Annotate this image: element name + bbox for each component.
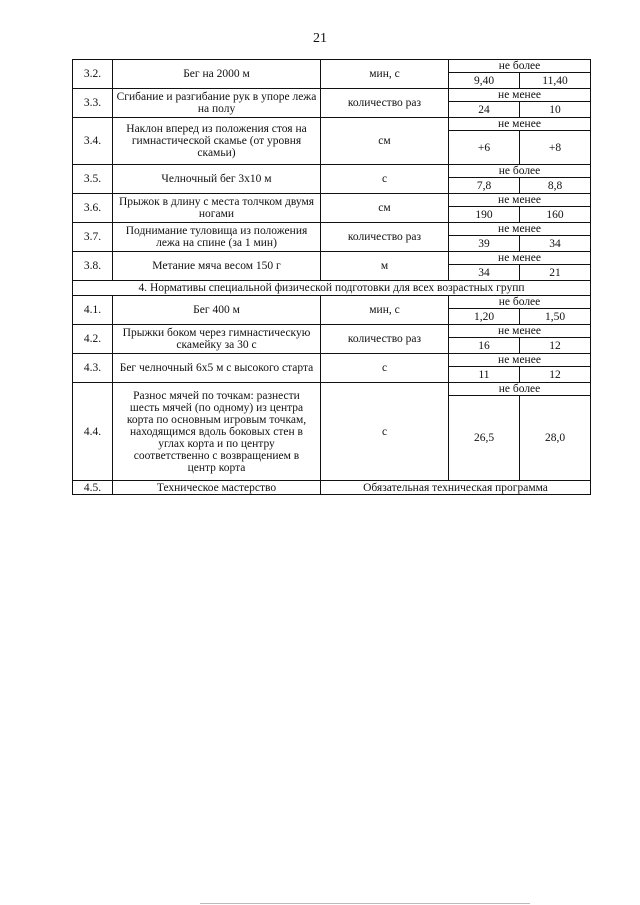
value-2: 12	[520, 338, 591, 354]
value-2: +8	[520, 131, 591, 165]
value-2: 28,0	[520, 396, 591, 481]
exercise-name: Наклон вперед из положения стоя на гимнастической скамье (от уровня скамьи)	[113, 118, 321, 165]
value-2: 1,50	[520, 309, 591, 325]
row-number: 4.5.	[73, 481, 113, 495]
condition: не более	[449, 60, 591, 73]
exercise-name: Бег 400 м	[113, 296, 321, 325]
row-number: 3.7.	[73, 223, 113, 252]
exercise-name: Бег на 2000 м	[113, 60, 321, 89]
exercise-name: Челночный бег 3х10 м	[113, 165, 321, 194]
condition: не менее	[449, 89, 591, 102]
unit: см	[321, 118, 449, 165]
condition: не менее	[449, 325, 591, 338]
value-1: 11	[449, 367, 520, 383]
section-title: 4. Нормативы специальной физической подготовки для всех возрастных групп	[73, 281, 591, 296]
condition: не менее	[449, 354, 591, 367]
value-2: 10	[520, 102, 591, 118]
exercise-name: Разнос мячей по точкам: разнести шесть мячей (по одному) из центра корта по основным игровым точкам, находящимся вдоль боковых стен в углах корта и по центру соответственно с возвращением в центр корта	[113, 383, 321, 481]
condition: не более	[449, 383, 591, 396]
value-2: 8,8	[520, 178, 591, 194]
condition: не более	[449, 165, 591, 178]
row-number: 4.1.	[73, 296, 113, 325]
condition: не более	[449, 296, 591, 309]
unit: см	[321, 194, 449, 223]
value-2: 12	[520, 367, 591, 383]
page-number: 21	[313, 31, 327, 46]
condition: не менее	[449, 118, 591, 131]
unit: с	[321, 354, 449, 383]
row-number: 3.3.	[73, 89, 113, 118]
value-2: 34	[520, 236, 591, 252]
unit: количество раз	[321, 223, 449, 252]
row-number: 3.6.	[73, 194, 113, 223]
exercise-name: Сгибание и разгибание рук в упоре лежа на полу	[113, 89, 321, 118]
value-1: 1,20	[449, 309, 520, 325]
exercise-name: Метание мяча весом 150 г	[113, 252, 321, 281]
value-1: +6	[449, 131, 520, 165]
row-number: 4.3.	[73, 354, 113, 383]
unit: с	[321, 165, 449, 194]
unit: с	[321, 383, 449, 481]
value-1: 39	[449, 236, 520, 252]
row-number: 3.8.	[73, 252, 113, 281]
condition: не менее	[449, 223, 591, 236]
row-number: 3.5.	[73, 165, 113, 194]
unit: мин, с	[321, 60, 449, 89]
exercise-name: Бег челночный 6х5 м с высокого старта	[113, 354, 321, 383]
value-1: 16	[449, 338, 520, 354]
exercise-name: Прыжки боком через гимнастическую скамейку за 30 с	[113, 325, 321, 354]
row-number: 3.4.	[73, 118, 113, 165]
value-1: 7,8	[449, 178, 520, 194]
value-2: 21	[520, 265, 591, 281]
value-1: 24	[449, 102, 520, 118]
norms-table	[72, 59, 591, 495]
unit: количество раз	[321, 89, 449, 118]
condition: не менее	[449, 194, 591, 207]
value-2: 160	[520, 207, 591, 223]
unit: мин, с	[321, 296, 449, 325]
row-number: 4.4.	[73, 383, 113, 481]
value-1: 26,5	[449, 396, 520, 481]
exercise-name: Техническое мастерство	[113, 481, 321, 495]
program-value: Обязательная техническая программа	[321, 481, 591, 495]
unit: м	[321, 252, 449, 281]
bottom-edge-line	[200, 903, 530, 904]
row-number: 4.2.	[73, 325, 113, 354]
row-number: 3.2.	[73, 60, 113, 89]
value-1: 34	[449, 265, 520, 281]
condition: не менее	[449, 252, 591, 265]
exercise-name: Прыжок в длину с места толчком двумя ногами	[113, 194, 321, 223]
value-1: 190	[449, 207, 520, 223]
value-2: 11,40	[520, 73, 591, 89]
exercise-name: Поднимание туловища из положения лежа на спине (за 1 мин)	[113, 223, 321, 252]
value-1: 9,40	[449, 73, 520, 89]
unit: количество раз	[321, 325, 449, 354]
